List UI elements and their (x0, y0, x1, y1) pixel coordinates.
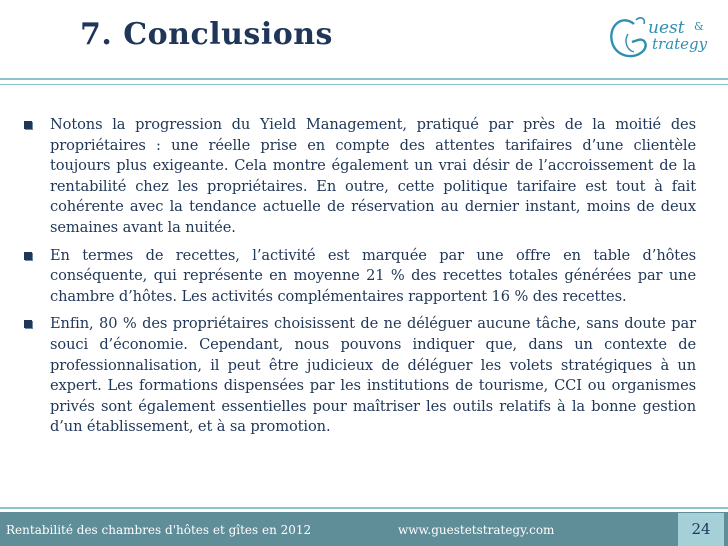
bullet-item (20, 314, 696, 438)
footer-bar (0, 512, 728, 546)
title-rule-thin (0, 84, 728, 85)
bullet-text: En termes de recettes, l’activité est marquée par une offre en table d’hôtes conséquente, qui représente en moyenne 21 % des recettes totales générées par une chambre d’hôtes. Les activités complémentaires rapportent 16 % des recettes. (50, 246, 696, 305)
page-number: 24 (678, 513, 724, 546)
square-bullet-icon (24, 252, 32, 260)
bullet-text: Notons la progression du Yield Management, pratiqué par près de la moitié des propriétaires : une réelle prise en compte des attentes tarifaires d’une clientèle toujours plus exigeante. Cela montre également un vrai désir de l’accroissement de la rentabilité chez les propriétaires. En outre, cette politique tarifaire est tout à fait cohérente avec la tendance actuelle de réservation au dernier instant, moins de deux semaines avant la nuitée. (50, 116, 696, 236)
square-bullet-icon (24, 121, 32, 129)
bullet-list (20, 115, 696, 445)
svg-text:trategy: trategy (652, 35, 708, 53)
svg-text:uest: uest (648, 18, 685, 38)
footer-title: Rentabilité des chambres d'hôtes et gîtes en 2012 (6, 523, 312, 537)
svg-text:&: & (694, 20, 704, 33)
title-rule (0, 78, 728, 80)
bullet-item (20, 115, 696, 239)
slide-title: 7. Conclusions (80, 17, 333, 52)
square-bullet-icon (24, 320, 32, 328)
bullet-text: Enfin, 80 % des propriétaires choisissent de ne déléguer aucune tâche, sans doute par souci d’économie. Cependant, nous pouvons indiquer que, dans un contexte de professionnalisation, il peut être judicieux de déléguer les volets stratégiques à un expert. Les formations dispensées par les institutions de tourisme, CCI ou organismes privés sont également essentielles pour maîtriser les outils relatifs à la bonne gestion d’un établissement, et à sa promotion. (50, 315, 696, 436)
footer-rule (0, 507, 728, 509)
bullet-item (20, 246, 696, 308)
guest-strategy-logo (604, 6, 722, 68)
footer-url[interactable]: www.guestetstrategy.com (398, 523, 555, 537)
